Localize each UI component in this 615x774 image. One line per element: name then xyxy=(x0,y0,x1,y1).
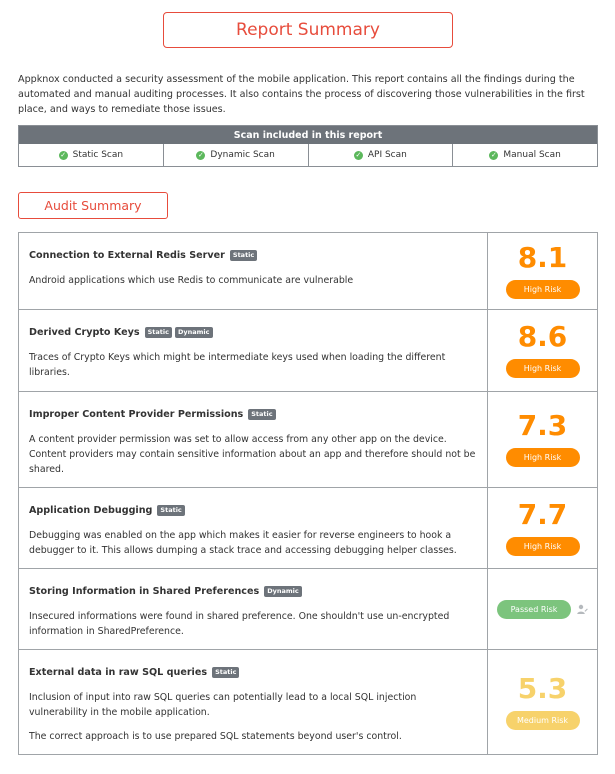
scan-cell-api xyxy=(309,144,454,166)
intro-paragraph: Appknox conducted a security assessment of the mobile application. This report contains all the findings during the automated and manual auditing processes. It also contains the process of discovering those vulnerabilities in the first place, and ways to remediate those issues. xyxy=(18,74,585,115)
finding-title-text: Improper Content Provider Permissions xyxy=(29,409,244,420)
check-circle-icon: ✓ xyxy=(197,150,204,159)
scan-tag: Static xyxy=(157,505,184,516)
finding-title-text: Connection to External Redis Server xyxy=(29,250,225,261)
scan-label: API Scan xyxy=(367,150,407,160)
finding-title xyxy=(29,667,477,678)
finding-description: Inclusion of input into raw SQL queries can potentially lead to a local SQL injection vulnerability in the mobile application. xyxy=(29,692,417,718)
scan-cell-dynamic xyxy=(164,144,309,166)
finding-row xyxy=(19,233,597,310)
finding-row xyxy=(19,310,597,392)
audit-summary-title: Audit Summary xyxy=(18,192,168,219)
cvss-score: 7.3 xyxy=(517,409,568,442)
user-edit-icon xyxy=(576,603,588,615)
finding-description: Debugging was enabled on the app which makes it easier for reverse engineers to hook a debugger to it. This allows dumping a stack trace and accessing debugging helper classes. xyxy=(29,530,457,556)
risk-badge: Passed Risk xyxy=(497,600,571,619)
cvss-score: 7.7 xyxy=(517,497,568,531)
finding-title-text: Derived Crypto Keys xyxy=(29,327,140,338)
finding-details xyxy=(19,488,488,568)
check-circle-icon: ✓ xyxy=(355,150,362,159)
finding-details xyxy=(19,310,488,391)
check-circle-icon: ✓ xyxy=(490,150,497,159)
finding-title-text: Application Debugging xyxy=(29,505,153,516)
scan-tag: Static xyxy=(248,409,275,420)
finding-details xyxy=(19,392,488,487)
cvss-score: 5.3 xyxy=(517,671,568,705)
finding-details xyxy=(19,650,488,754)
risk-badge: High Risk xyxy=(506,359,580,378)
finding-risk xyxy=(488,488,597,568)
finding-risk xyxy=(488,650,597,754)
finding-row xyxy=(19,650,597,754)
finding-description: Traces of Crypto Keys which might be intermediate keys used when loading the different libraries. xyxy=(29,352,446,378)
finding-row xyxy=(19,569,597,650)
finding-row xyxy=(19,392,597,488)
finding-risk xyxy=(488,569,597,649)
scan-label: Static Scan xyxy=(72,150,124,160)
finding-title xyxy=(29,586,477,597)
scan-tag: Static xyxy=(230,250,257,261)
finding-title-text: Storing Information in Shared Preferences xyxy=(29,586,260,597)
finding-row xyxy=(19,488,597,569)
risk-badge: High Risk xyxy=(506,448,580,467)
passed-risk-wrapper xyxy=(497,600,588,619)
check-circle-icon: ✓ xyxy=(60,150,67,159)
scan-cell-manual xyxy=(453,144,597,166)
finding-title xyxy=(29,250,477,261)
risk-badge: High Risk xyxy=(506,280,580,299)
finding-title-text: External data in raw SQL queries xyxy=(29,667,208,678)
finding-description-remediation: The correct approach is to use prepared SQL statements beyond user's control. xyxy=(29,731,402,742)
finding-title xyxy=(29,409,477,420)
scan-tag: Static xyxy=(212,667,239,678)
finding-risk xyxy=(488,392,597,487)
finding-title xyxy=(29,505,477,516)
findings-table xyxy=(18,232,598,755)
finding-title xyxy=(29,327,477,338)
finding-risk xyxy=(488,233,597,309)
scan-tag: Static xyxy=(145,327,172,338)
cvss-score: 8.6 xyxy=(517,320,568,353)
report-summary-title: Report Summary xyxy=(163,12,453,48)
risk-badge: High Risk xyxy=(506,537,580,556)
scan-table xyxy=(18,125,598,167)
finding-details xyxy=(19,569,488,649)
finding-description: Insecured informations were found in shared preference. One shouldn't use un-encrypted information in SharedPreference. xyxy=(29,611,450,637)
risk-badge: Medium Risk xyxy=(506,711,580,730)
scan-tag: Dynamic xyxy=(175,327,213,338)
scan-table-header: Scan included in this report xyxy=(19,126,597,144)
finding-description: A content provider permission was set to allow access from any other app on the device. Content providers may contain sensitive information about an app and therefore should not be shared. xyxy=(29,434,476,475)
cvss-score: 8.1 xyxy=(517,240,568,274)
finding-description: Android applications which use Redis to communicate are vulnerable xyxy=(29,275,354,286)
scan-cell-static xyxy=(19,144,164,166)
scan-tag: Dynamic xyxy=(264,586,302,597)
finding-risk xyxy=(488,310,597,391)
scan-row xyxy=(19,144,597,166)
finding-details xyxy=(19,233,488,309)
scan-label: Manual Scan xyxy=(503,150,561,160)
scan-label: Dynamic Scan xyxy=(210,150,275,160)
